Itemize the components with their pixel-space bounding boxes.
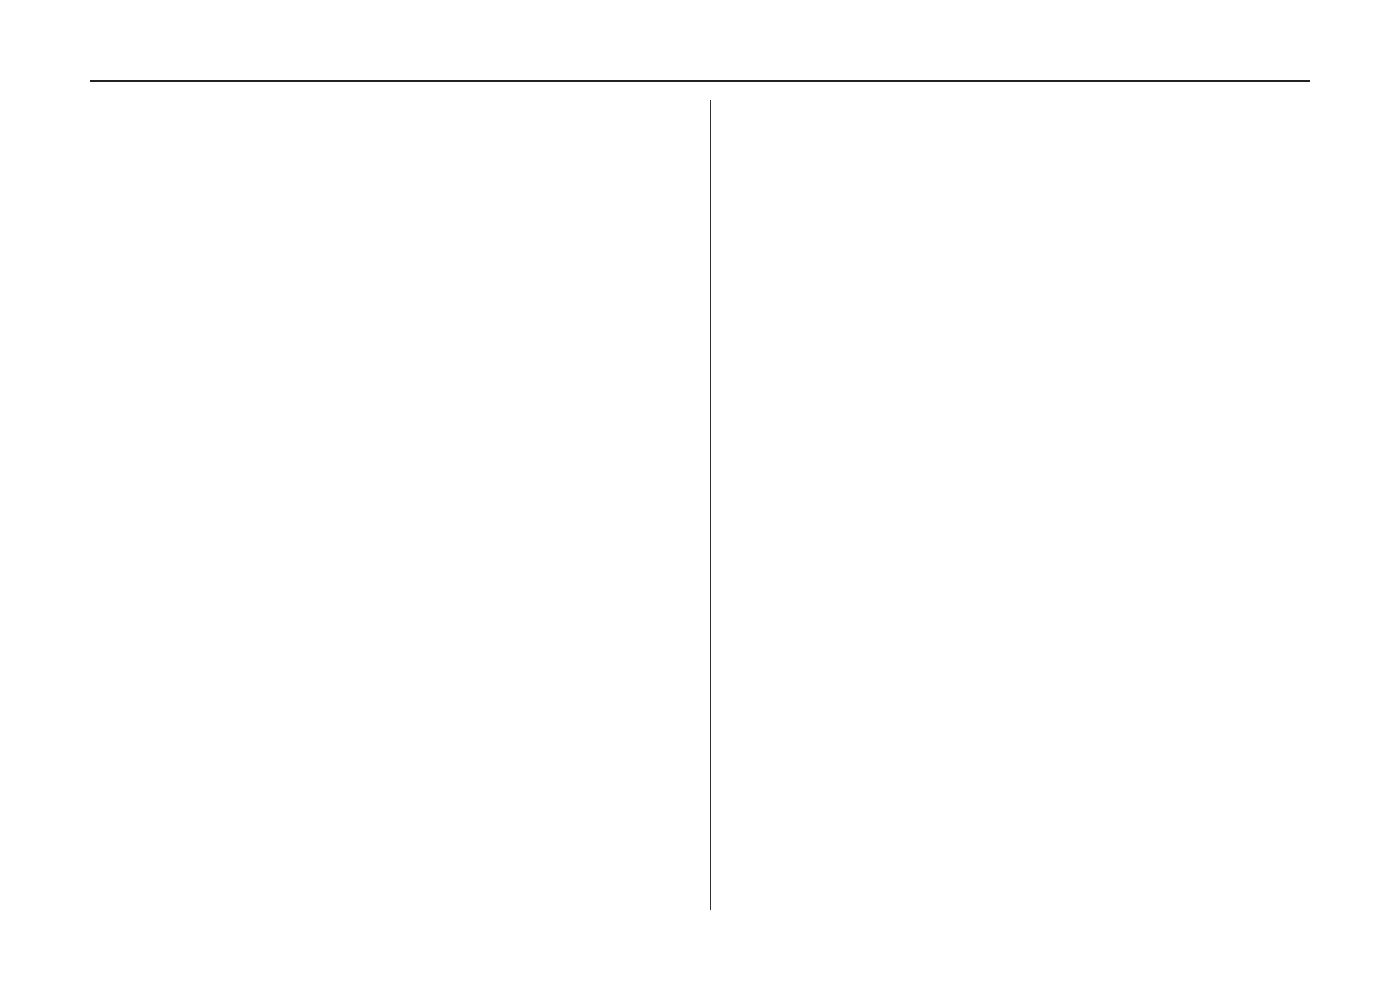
column-divider — [710, 100, 711, 910]
page-header — [90, 40, 1310, 82]
page-footer — [90, 930, 1310, 960]
digitization-credit — [4, 40, 20, 970]
right-column — [730, 100, 1330, 910]
left-column — [90, 100, 690, 910]
document-page — [30, 40, 1350, 960]
